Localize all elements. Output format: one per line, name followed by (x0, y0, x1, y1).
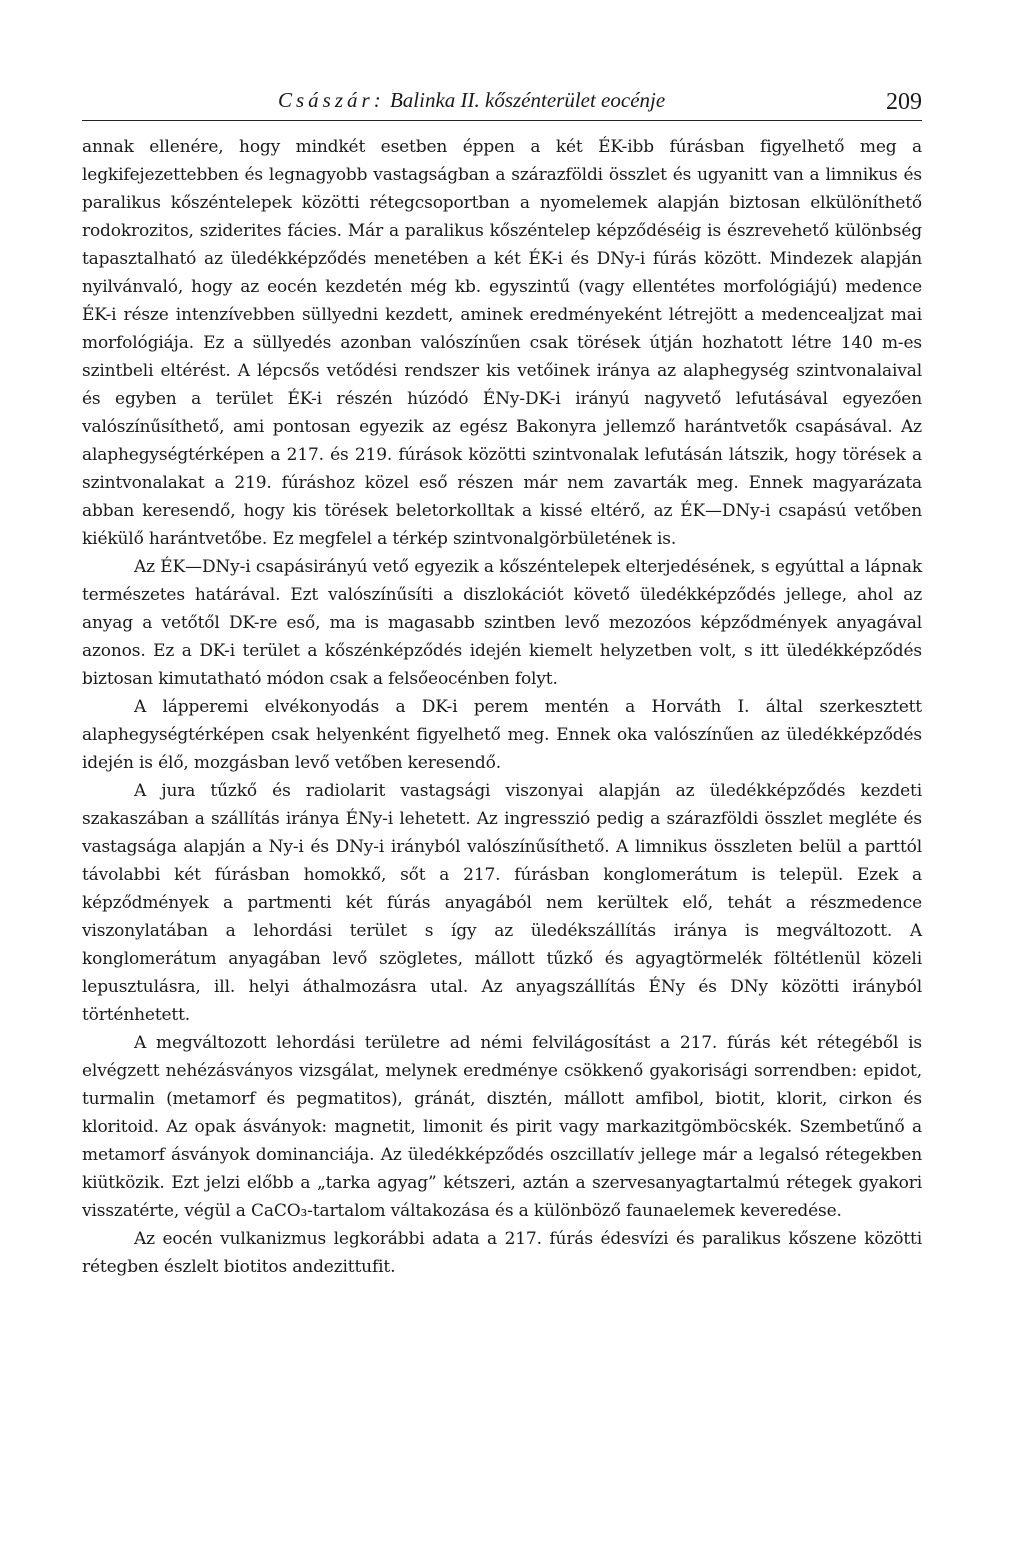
paragraph-5: A megváltozott lehordási területre ad némi felvilágosítást a 217. fúrás két rétegéből is elvégzett nehézásványos vizsgálat, melynek eredménye csökkenő gyakorisági sorrendben: epidot, turmalin (metamorf és pegmatitos), gránát, disztén, mállott amfibol, biotit, klorit, cirkon és kloritoid. Az opak ásványok: magnetit, limonit és pirit vagy markazitgömböcskék. Szembetűnő a metamorf ásványok dominanciája. Az üledékképződés oszcillatív jellege már a legalsó rétegekben kiütközik. Ezt jelzi előbb a „tarka agyag” kétszeri, aztán a szervesanyagtartalmú rétegek gyakori visszatérte, végül a CaCO₃-tartalom váltakozása és a különböző faunaelemek keveredése. (82, 1033, 922, 1221)
paragraph-6: Az eocén vulkanizmus legkorábbi adata a 217. fúrás édesvízi és paralikus kőszene közötti rétegben észlelt biotitos andezittufit. (82, 1229, 922, 1277)
running-article-title: Balinka II. kőszénterület eocénje (389, 88, 666, 112)
body-text (82, 133, 922, 1281)
page (82, 86, 922, 1281)
running-title (278, 86, 665, 114)
paragraph-1: annak ellenére, hogy mindkét esetben éppen a két ÉK-ibb fúrásban figyelhető meg a legkifejezettebben és legnagyobb vastagságban a szárazföldi összlet és ugyanitt van a limnikus és paralikus kőszéntelepek közötti rétegcsoportban a nyomelemek alapján biztosan elkülöníthető rodokrozitos, sziderites fácies. Már a paralikus kőszéntelep képződéséig is észrevehető különbség tapasztalható az üledékképződés menetében a két ÉK-i és DNy-i fúrás között. Mindezek alapján nyilvánvaló, hogy az eocén kezdetén még kb. egyszintű (vagy ellentétes morfológiájú) medence ÉK-i része intenzívebben süllyedni kezdett, aminek eredményeként létrejött a medencealjzat mai morfológiája. Ez a süllyedés azonban valószínűen csak törések útján hozhatott létre 140 m-es szintbeli eltérést. A lépcsős vetődési rendszer kis vetőinek iránya az alaphegység szintvonalaival és egyben a terület ÉK-i részén húzódó ÉNy-DK-i irányú nagyvető lefutásával egyezően valószínűsíthető, ami pontosan egyezik az egész Bakonyra jellemző harántvetők csapásával. Az alaphegységtérképen a 217. és 219. fúrások közötti szintvonalak lefutásán látszik, hogy törések a szintvonalakat a 219. fúráshoz közel eső részen már nem zavarták meg. Ennek magyarázata abban keresendő, hogy kis törések beletorkolltak a kissé eltérő, az ÉK—DNy-i csapású vetőben kiékülő harántvetőbe. Ez megfelel a térkép szintvonalgörbületének is. (82, 137, 922, 549)
paragraph-4: A jura tűzkő és radiolarit vastagsági viszonyai alapján az üledékképződés kezdeti szakaszában a szállítás iránya ÉNy-i lehetett. Az ingresszió pedig a szárazföldi összlet megléte és vastagsága alapján a Ny-i és DNy-i irányból valószínűsíthető. A limnikus összleten belül a parttól távolabbi két fúrásban homokkő, sőt a 217. fúrásban konglomerátum is települ. Ezek a képződmények a partmenti két fúrás anyagából nem kerültek elő, tehát a részmedence viszonylatában a lehordási terület s így az üledékszállítás iránya is megváltozott. A konglomerátum anyagában levő szögletes, mállott tűzkő és agyagtörmelék föltétlenül közeli lepusztulásra, ill. helyi áthalmozásra utal. Az anyagszállítás ÉNy és DNy közötti irányból történhetett. (82, 781, 922, 1025)
running-head (82, 86, 922, 120)
running-author: Császár: (278, 88, 385, 112)
header-rule (82, 120, 922, 121)
paragraph-2: Az ÉK—DNy-i csapásirányú vető egyezik a kőszéntelepek elterjedésének, s egyúttal a lápnak természetes határával. Ezt valószínűsíti a diszlokációt követő üledékképződés jellege, ahol az anyag a vetőtől DK-re eső, ma is magasabb szintben levő mezozóos képződmények anyagával azonos. Ez a DK-i terület a kőszénképződés idején kiemelt helyzetben volt, s itt üledékképződés biztosan kimutatható módon csak a felsőeocénben folyt. (82, 557, 922, 689)
page-number: 209 (886, 89, 922, 115)
paragraph-3: A lápperemi elvékonyodás a DK-i perem mentén a Horváth I. által szerkesztett alaphegységtérképen csak helyenként figyelhető meg. Ennek oka valószínűen az üledékképződés idején is élő, mozgásban levő vetőben keresendő. (82, 697, 922, 773)
